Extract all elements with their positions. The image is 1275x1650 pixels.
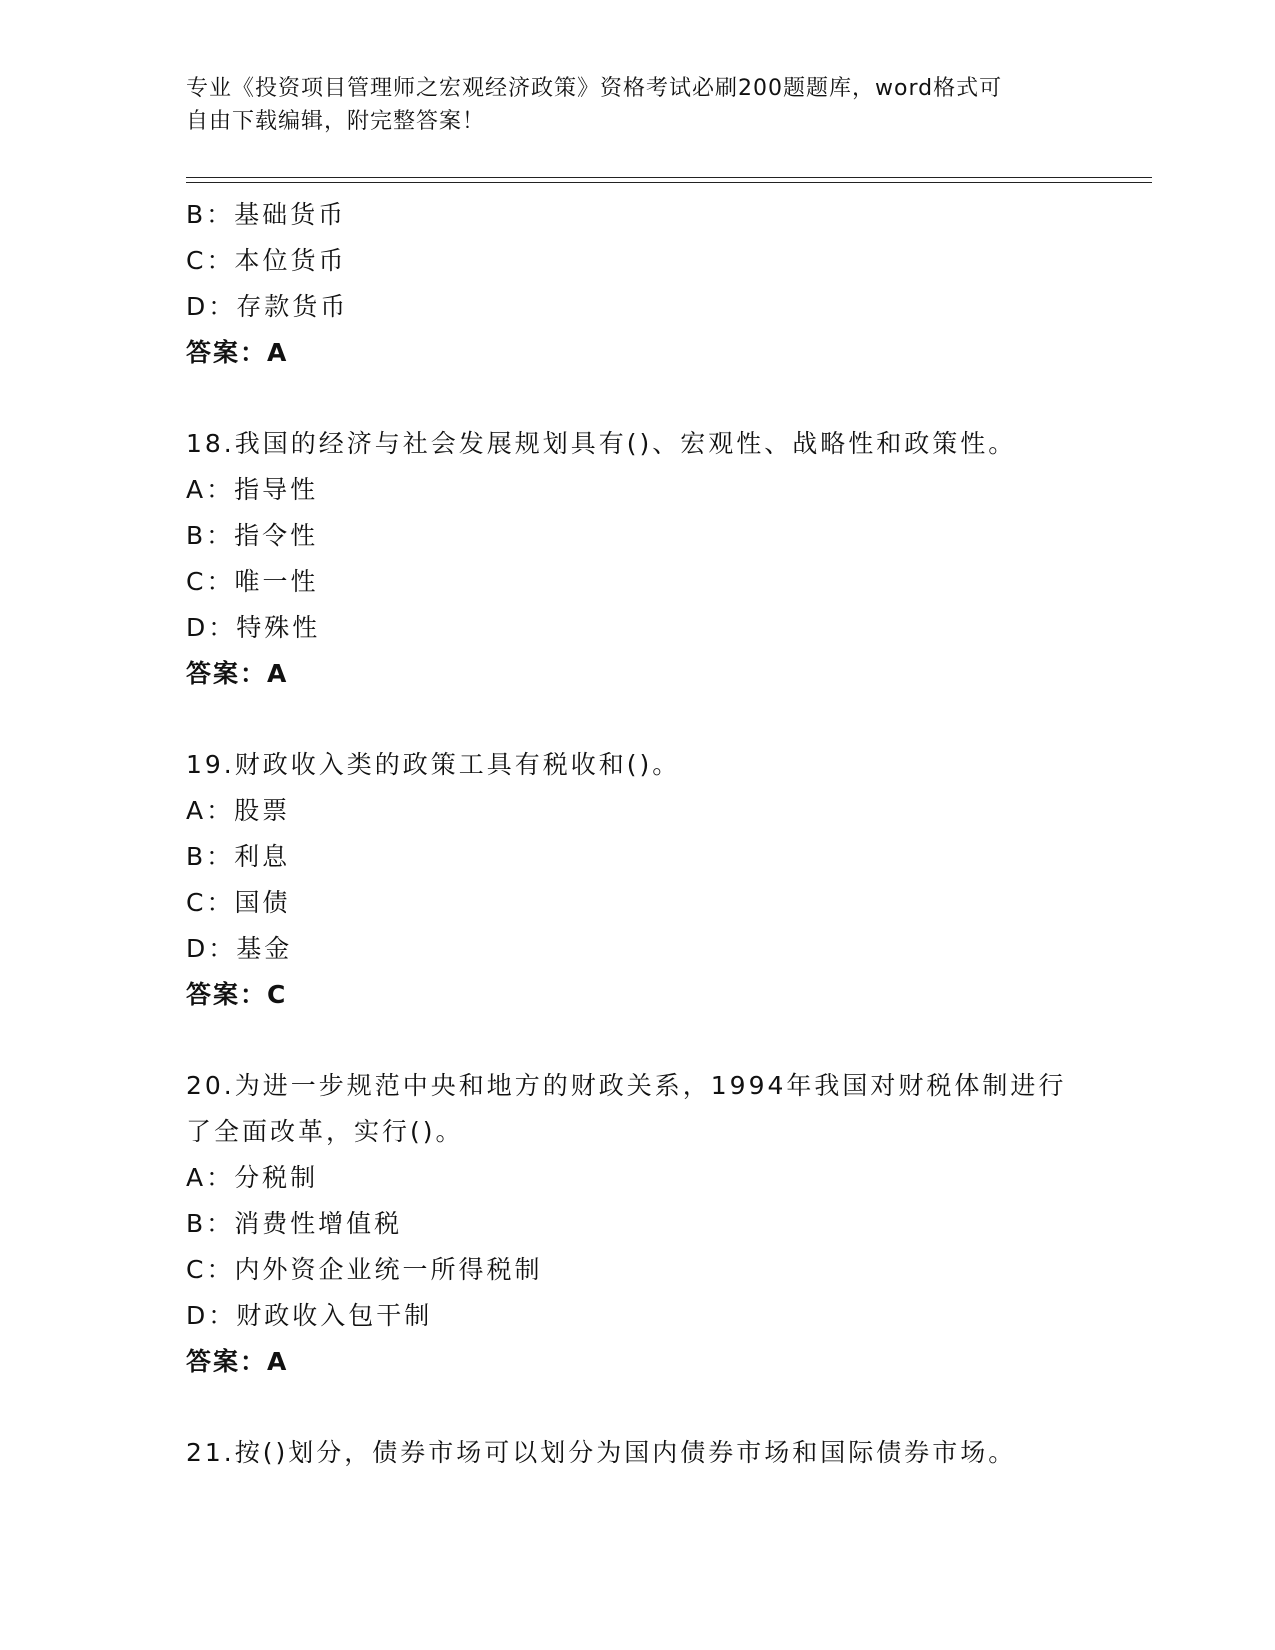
option-a: A：分税制 [186, 1163, 319, 1192]
option-c: C：内外资企业统一所得税制 [186, 1255, 543, 1284]
question-block-20 [186, 1063, 1086, 1385]
option-d: D：财政收入包干制 [186, 1301, 433, 1330]
option-d: D：存款货币 [186, 292, 349, 321]
option-b: B：利息 [186, 842, 291, 871]
option-a: A：指导性 [186, 475, 319, 504]
header-divider-top [186, 177, 1152, 178]
question-block-19 [186, 742, 1086, 1018]
option-a: A：股票 [186, 796, 291, 825]
header-line-2: 自由下载编辑，附完整答案！ [186, 109, 486, 134]
answer-line: 答案：A [186, 1347, 289, 1376]
question-text: 18.我国的经济与社会发展规划具有()、宏观性、战略性和政策性。 [186, 429, 1017, 458]
question-block-17 [186, 192, 1086, 376]
question-block-21 [186, 1430, 1086, 1476]
option-b: B：基础货币 [186, 200, 347, 229]
question-text: 21.按()划分，债券市场可以划分为国内债券市场和国际债券市场。 [186, 1438, 1017, 1467]
option-c: C：国债 [186, 888, 291, 917]
option-d: D：基金 [186, 934, 293, 963]
header-line-1: 专业《投资项目管理师之宏观经济政策》资格考试必刷200题题库，word格式可 [186, 76, 1003, 101]
option-c: C：本位货币 [186, 246, 347, 275]
option-b: B：消费性增值税 [186, 1209, 403, 1238]
answer-line: 答案：A [186, 659, 289, 688]
question-block-18 [186, 421, 1086, 697]
option-d: D：特殊性 [186, 613, 321, 642]
question-text: 19.财政收入类的政策工具有税收和()。 [186, 750, 681, 779]
answer-line: 答案：C [186, 980, 288, 1009]
option-c: C：唯一性 [186, 567, 319, 596]
answer-line: 答案：A [186, 338, 289, 367]
question-content [186, 192, 1086, 1476]
document-header [186, 72, 1066, 138]
question-text-line-1: 20.为进一步规范中央和地方的财政关系，1994年我国对财税体制进行 [186, 1071, 1067, 1100]
header-divider-bottom [186, 182, 1152, 183]
option-b: B：指令性 [186, 521, 319, 550]
question-text-line-2: 了全面改革，实行()。 [186, 1117, 464, 1146]
